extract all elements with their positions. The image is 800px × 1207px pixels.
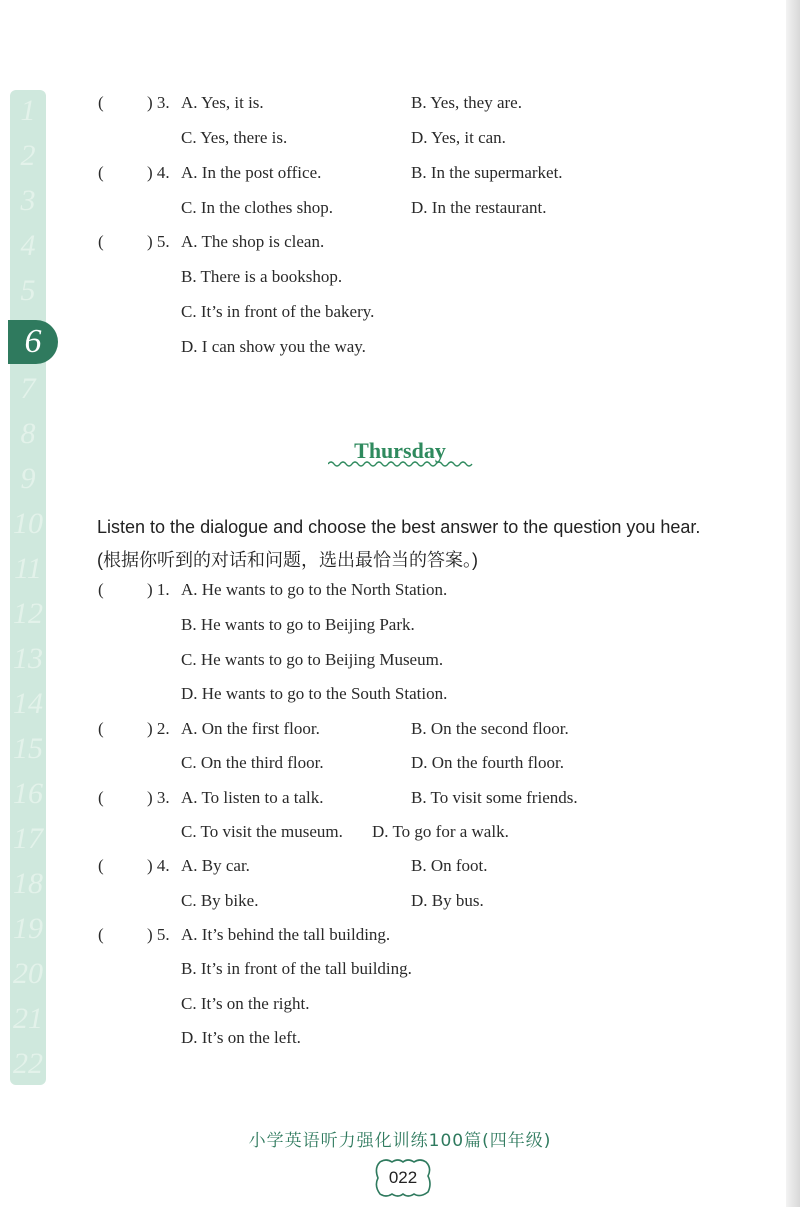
answer-blank-open[interactable]: (: [98, 580, 104, 599]
question-number: ) 4.: [147, 163, 170, 182]
option-b: B. Yes, they are.: [411, 93, 522, 112]
answer-blank-open[interactable]: (: [98, 856, 104, 875]
option-d: D. To go for a walk.: [372, 822, 509, 841]
option-c: C. By bike.: [181, 891, 259, 910]
answer-blank-open[interactable]: (: [98, 93, 104, 112]
tab-unit-10[interactable]: 10: [13, 507, 43, 540]
section-title: Thursday: [354, 438, 446, 463]
question-number: ) 5.: [147, 232, 170, 251]
tab-unit-22[interactable]: 22: [13, 1047, 43, 1080]
option-b: B. It’s in front of the tall building.: [181, 959, 412, 978]
tab-unit-4[interactable]: 4: [20, 229, 36, 262]
tab-unit-15[interactable]: 15: [13, 732, 43, 765]
answer-blank-open[interactable]: (: [98, 788, 104, 807]
answer-blank-open[interactable]: (: [98, 719, 104, 738]
option-d: D. In the restaurant.: [411, 198, 547, 217]
option-b: B. On foot.: [411, 856, 488, 875]
tab-unit-3[interactable]: 3: [20, 184, 36, 217]
answer-blank-open[interactable]: (: [98, 232, 104, 251]
option-c: C. It’s in front of the bakery.: [181, 302, 375, 321]
tab-unit-8[interactable]: 8: [20, 417, 36, 450]
option-a: A. He wants to go to the North Station.: [181, 580, 448, 599]
wavy-underline-icon: [328, 459, 474, 469]
question-number: ) 5.: [147, 925, 170, 944]
tab-unit-12[interactable]: 12: [13, 597, 43, 630]
answer-blank-open[interactable]: (: [98, 925, 104, 944]
option-d: D. On the fourth floor.: [411, 753, 564, 772]
option-c: C. It’s on the right.: [181, 994, 310, 1013]
page-number-badge: [372, 1156, 434, 1200]
question-number: ) 3.: [147, 93, 170, 112]
tab-unit-7[interactable]: 7: [20, 372, 36, 405]
instructions: [97, 511, 717, 577]
option-b: B. He wants to go to Beijing Park.: [181, 615, 415, 634]
option-a: A. Yes, it is.: [181, 93, 264, 112]
question-number: ) 4.: [147, 856, 170, 875]
option-c: C. In the clothes shop.: [181, 198, 334, 217]
option-c: C. Yes, there is.: [181, 128, 288, 147]
option-d: D. He wants to go to the South Station.: [181, 684, 448, 703]
tab-unit-19[interactable]: 19: [13, 912, 43, 945]
tab-unit-21[interactable]: 21: [13, 1002, 43, 1035]
option-a: A. To listen to a talk.: [181, 788, 324, 807]
option-b: B. In the supermarket.: [411, 163, 563, 182]
tab-unit-1[interactable]: 1: [20, 94, 36, 127]
option-a: A. In the post office.: [181, 163, 322, 182]
tab-unit-16[interactable]: 16: [13, 777, 43, 810]
option-a: A. The shop is clean.: [181, 232, 325, 251]
option-b: B. To visit some friends.: [411, 788, 578, 807]
option-a: A. On the first floor.: [181, 719, 320, 738]
book-title: 小学英语听力强化训练100篇(四年级): [248, 1131, 552, 1151]
option-b: B. There is a bookshop.: [181, 267, 343, 286]
tab-unit-13[interactable]: 13: [13, 642, 43, 675]
option-d: D. Yes, it can.: [411, 128, 506, 147]
option-a: A. It’s behind the tall building.: [181, 925, 391, 944]
page-number: 022: [388, 1168, 418, 1187]
tab-unit-20[interactable]: 20: [13, 957, 43, 990]
tab-unit-14[interactable]: 14: [13, 687, 43, 720]
option-d: D. By bus.: [411, 891, 484, 910]
tab-unit-2[interactable]: 2: [20, 139, 36, 172]
question-number: ) 3.: [147, 788, 170, 807]
option-c: C. He wants to go to Beijing Museum.: [181, 650, 444, 669]
instructions-english: Listen to the dialogue and choose the best answer to the question you hear.: [97, 517, 701, 537]
option-d: D. I can show you the way.: [181, 337, 366, 356]
tab-unit-6-active[interactable]: 6: [8, 320, 58, 364]
option-b: B. On the second floor.: [411, 719, 569, 738]
instructions-chinese: (根据你听到的对话和问题，选出最恰当的答案。): [97, 550, 478, 570]
tab-unit-11[interactable]: 11: [14, 552, 42, 585]
tab-unit-18[interactable]: 18: [13, 867, 43, 900]
answer-blank-open[interactable]: (: [98, 163, 104, 182]
unit-tab-strip: [10, 90, 46, 1085]
option-d: D. It’s on the left.: [181, 1028, 301, 1047]
tab-unit-17[interactable]: 17: [13, 822, 43, 855]
option-a: A. By car.: [181, 856, 250, 875]
question-number: ) 2.: [147, 719, 170, 738]
page-edge: [786, 0, 800, 1207]
tab-unit-9[interactable]: 9: [20, 462, 36, 495]
tab-unit-5[interactable]: 5: [20, 274, 36, 307]
question-number: ) 1.: [147, 580, 170, 599]
option-c: C. On the third floor.: [181, 753, 324, 772]
option-c: C. To visit the museum.: [181, 822, 343, 841]
